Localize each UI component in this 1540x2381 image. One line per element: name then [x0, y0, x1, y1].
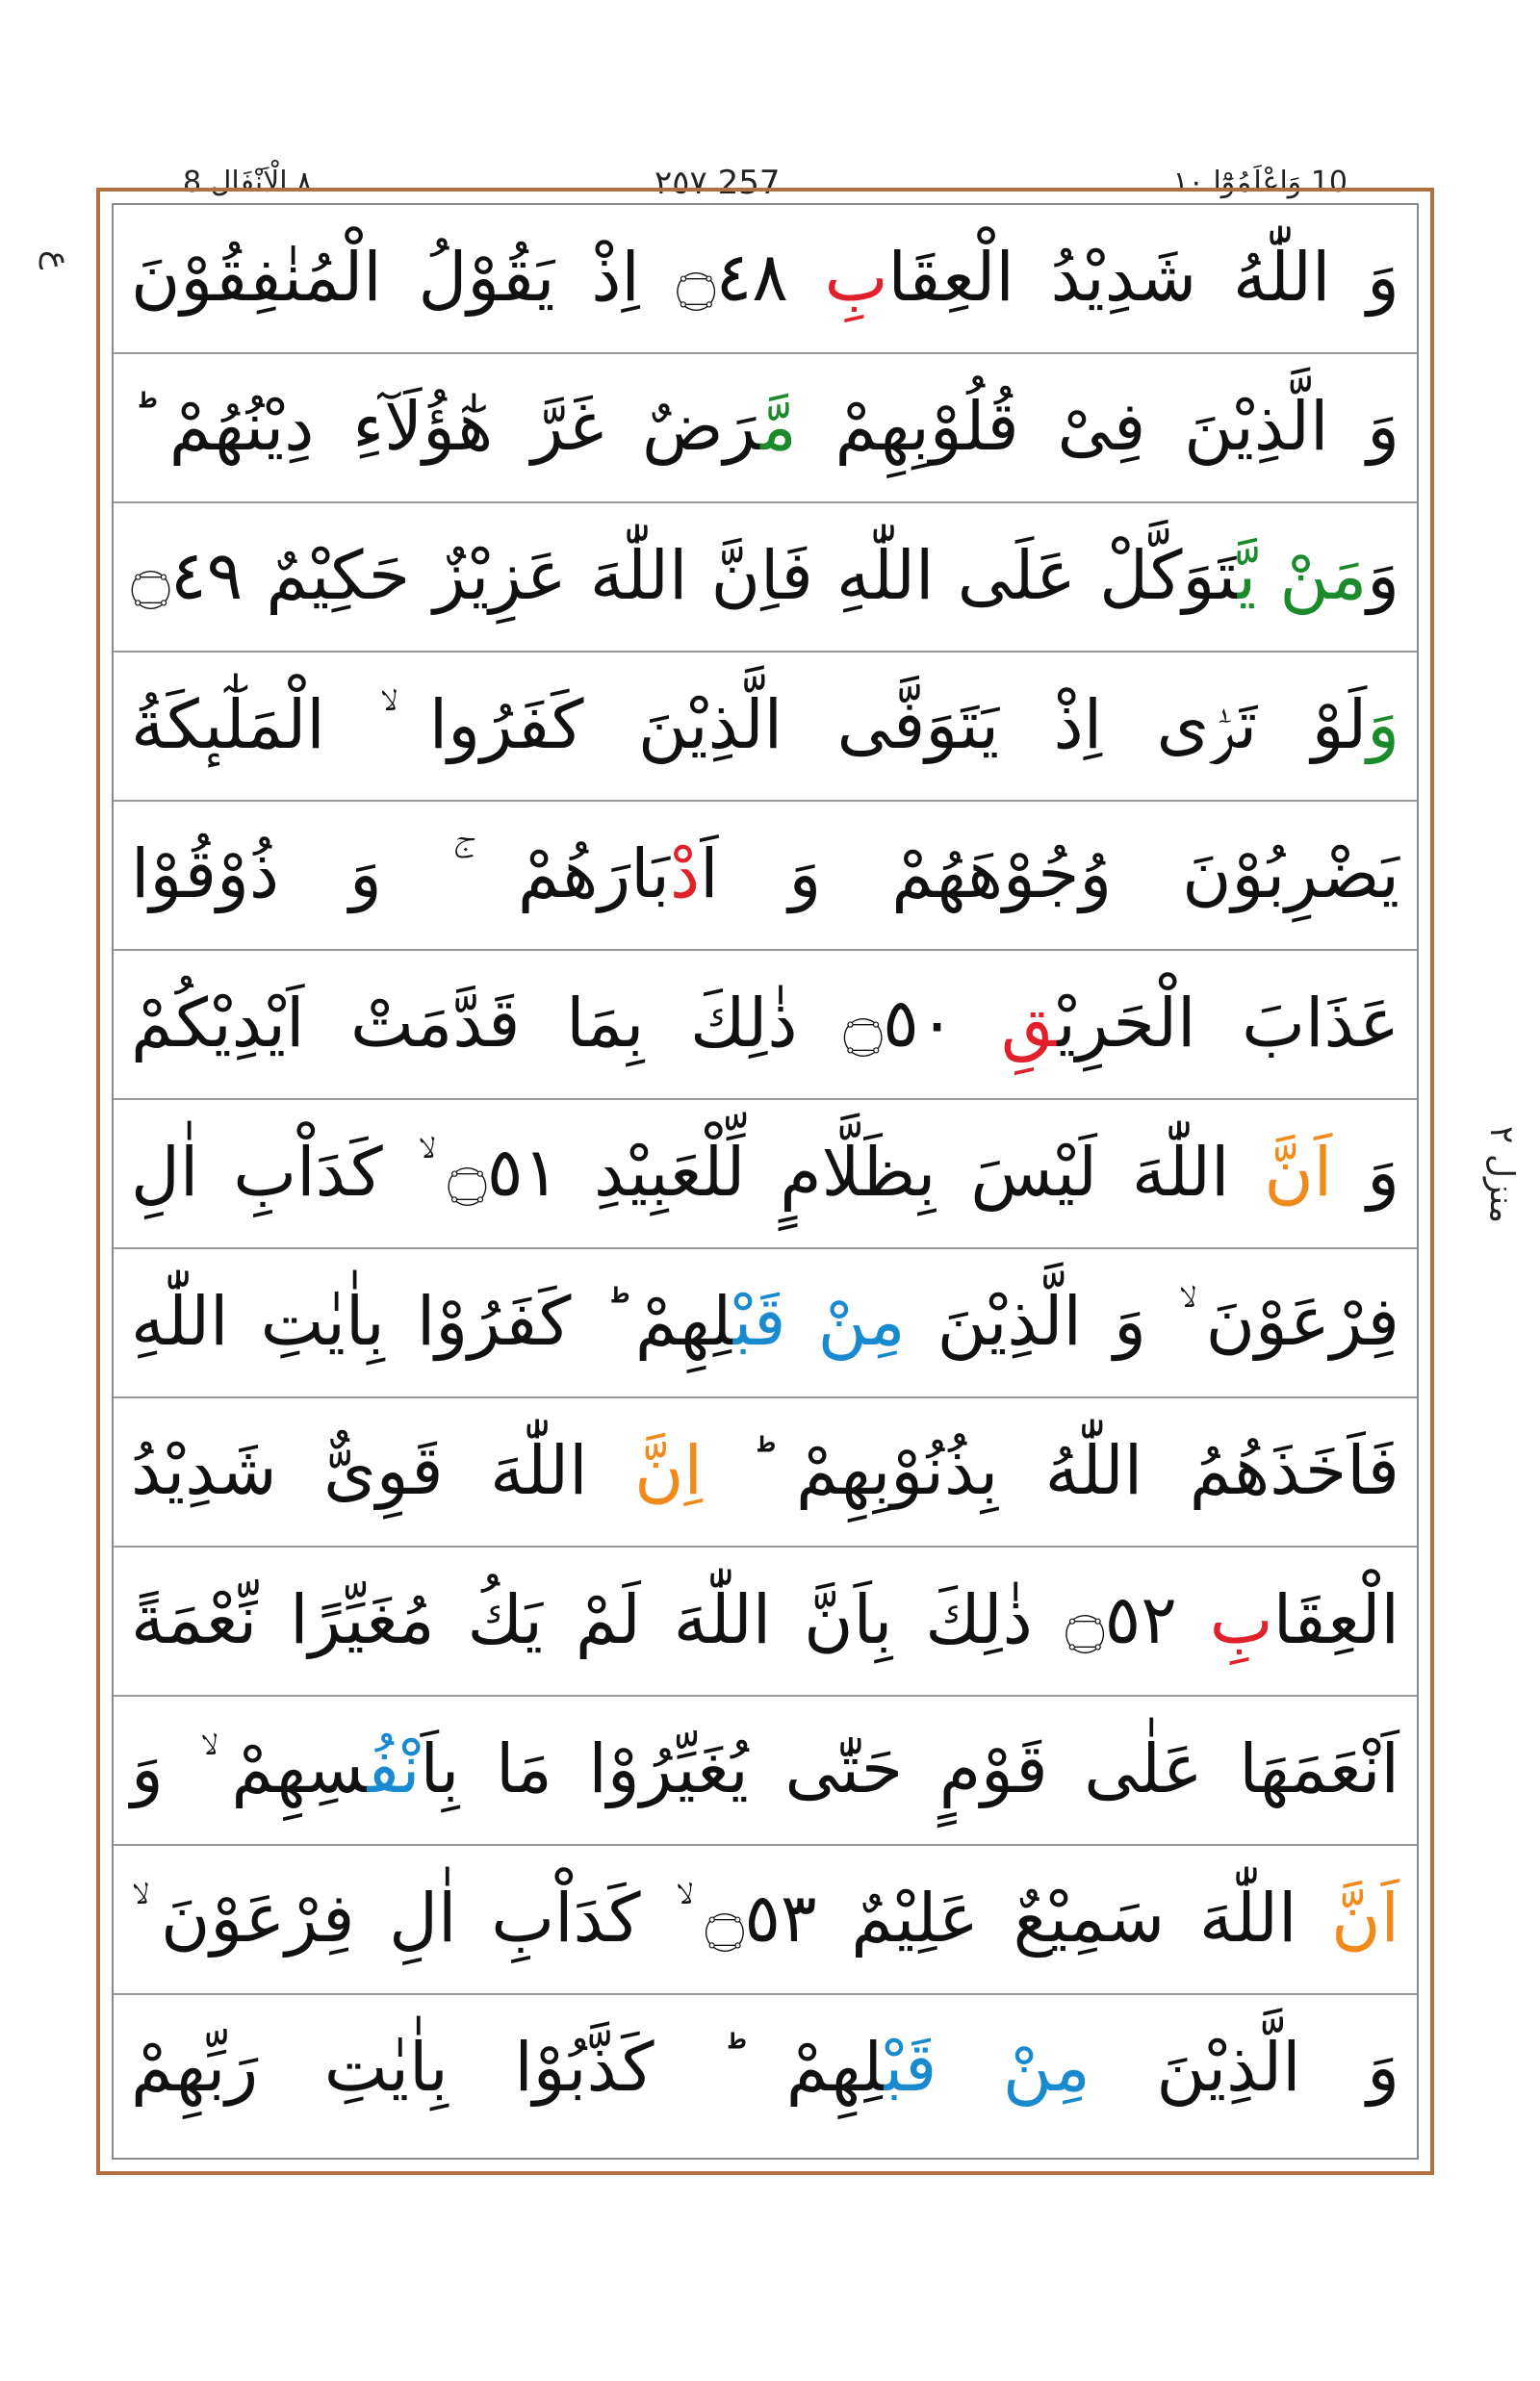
tajweed-highlight: اِنَّ: [634, 1431, 703, 1510]
verse-text: فِرْعَوْنَ ۙ وَ الَّذِیْنَ: [905, 1282, 1399, 1361]
tajweed-highlight: مِنْ قَبْ: [884, 2028, 1091, 2107]
text-area: [112, 203, 1419, 2160]
tajweed-highlight: مِنْ قَبْ: [732, 1282, 906, 1361]
verse-text: ۝٥٢ ذٰلِكَ بِاَنَّ اللّٰهَ لَمْ یَكُ مُغَیِّرًا نِّعْمَةً: [131, 1580, 1210, 1659]
verse-text: اَنْعَمَهَا عَلٰى قَوْمٍ حَتّٰى یُغَیِّرُوْا مَا بِاَ: [420, 1729, 1399, 1808]
tajweed-highlight: وَ: [1367, 685, 1399, 764]
verse-text: بَارَهُمْ ۚ وَ ذُوْقُوْا: [131, 834, 670, 913]
tajweed-highlight: نْفُ: [367, 1729, 421, 1808]
verse-text: تَوَكَّلْ عَلَى اللّٰهِ فَاِنَّ اللّٰهَ عَزِیْزٌ حَكِیْمٌ ۝٤٩: [131, 536, 1238, 615]
verse-text: لِهِمْ ؕ كَذَّبُوْا بِاٰیٰتِ رَبِّهِمْ: [131, 2028, 885, 2107]
verse-text: وَ: [1367, 536, 1399, 615]
tajweed-highlight: قِ: [1001, 984, 1058, 1062]
verse-line: [114, 1697, 1417, 1846]
verse-line: [114, 1995, 1417, 2144]
tajweed-highlight: بِ: [824, 238, 888, 317]
verse-text: اللّٰهَ لَیْسَ بِظَلَّامٍ لِّلْعَبِیْدِ ۝٥١ ۙ كَدَاْبِ اٰلِ: [131, 1133, 1265, 1212]
verse-text: وَ الَّذِیْنَ فِیْ قُلُوْبِهِمْ: [796, 387, 1399, 466]
tajweed-highlight: مَنْ یَّ: [1237, 536, 1368, 615]
verse-text: لِهِمْ ؕ كَفَرُوْا بِاٰیٰتِ اللّٰهِ: [131, 1282, 733, 1361]
verse-line: [114, 951, 1417, 1100]
verse-line: [114, 1846, 1417, 1995]
tajweed-highlight: مَّ: [760, 387, 797, 466]
verse-text: الْعِقَا: [1272, 1580, 1399, 1659]
verse-line: [114, 653, 1417, 802]
verse-text: عَذَابَ الْحَرِیْ: [1057, 984, 1399, 1062]
verse-line: [114, 802, 1417, 951]
verse-line: [114, 1398, 1417, 1548]
manzil-mark: منزل ٢: [1482, 1126, 1521, 1224]
tajweed-highlight: دْ: [669, 834, 701, 913]
verse-text: وَ: [1332, 1133, 1400, 1212]
verse-line: [114, 1100, 1417, 1249]
verse-text: لَوْ تَرٰۤى اِذْ یَتَوَفَّى الَّذِیْنَ كَفَرُوا ۙ الْمَلٰٓىٕكَةُ: [131, 685, 1368, 764]
tajweed-highlight: اَنَّ: [1264, 1133, 1333, 1212]
verse-text: وَ اللّٰهُ شَدِیْدُ الْعِقَا: [887, 238, 1399, 317]
page-number: 257 ٢٥٧: [645, 154, 790, 212]
verse-line: [114, 1249, 1417, 1398]
verse-line: [114, 354, 1417, 503]
page-frame: [96, 188, 1434, 2175]
verse-text: فَاَخَذَهُمُ اللّٰهُ بِذُنُوْبِهِمْ ؕ: [702, 1431, 1399, 1510]
verse-text: اللّٰهَ قَوِیٌّ شَدِیْدُ: [131, 1431, 635, 1510]
juz-name: 10 وَاعْلَمُوْٓا ١٠: [1164, 154, 1357, 212]
verse-text: یَضْرِبُوْنَ وُجُوْهَهُمْ وَ اَ: [700, 834, 1400, 913]
verse-text: اللّٰهَ سَمِیْعٌ عَلِیْمٌ ۝٥٣ ۙ كَدَاْبِ اٰلِ فِرْعَوْنَ ۙ: [131, 1879, 1332, 1958]
ruku-mark: ع: [38, 250, 77, 270]
tajweed-highlight: بِ: [1209, 1580, 1273, 1659]
surah-name: ٨ الْاَنْفَال 8: [173, 154, 321, 212]
verse-text: ۝٥٠ ذٰلِكَ بِمَا قَدَّمَتْ اَیْدِیْكُمْ: [131, 984, 1002, 1062]
verse-line: [114, 503, 1417, 653]
tajweed-highlight: اَنَّ: [1331, 1879, 1399, 1958]
verse-text: وَ الَّذِیْنَ: [1090, 2028, 1400, 2107]
verse-text: رَضٌ غَرَّ هٰٓؤُلَآءِ دِیْنُهُمْ ؕ: [131, 387, 761, 466]
verse-text: سِهِمْ ۙ وَ: [131, 1729, 368, 1808]
verse-text: ۝٤٨ اِذْ یَقُوْلُ الْمُنٰفِقُوْنَ: [131, 238, 825, 317]
verse-line: [114, 205, 1417, 354]
verse-line: [114, 1548, 1417, 1697]
